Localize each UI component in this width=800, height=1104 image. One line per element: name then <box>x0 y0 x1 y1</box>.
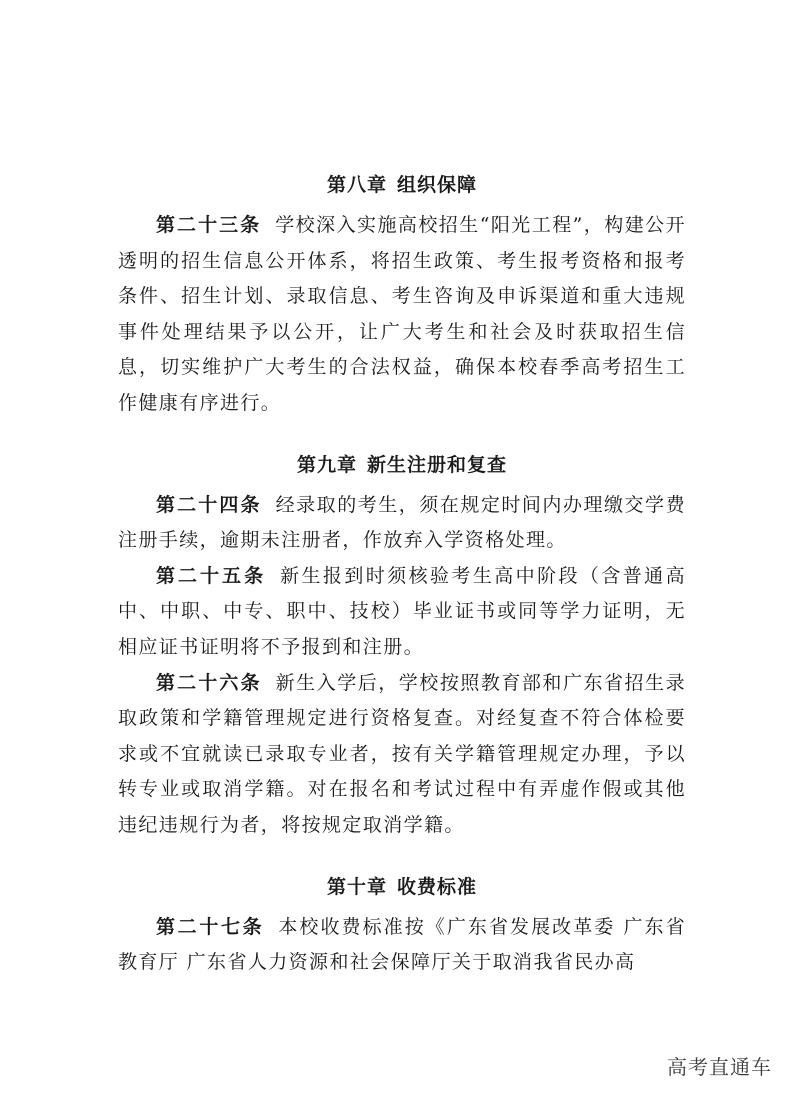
article-label: 第二十三条 <box>156 214 262 236</box>
article-text: 新生报到时须核验考生高中阶段（含普通高中、中职、中专、职中、技校）毕业证书或同等学力证明，无相应证书证明将不予报到和注册。 <box>118 564 686 658</box>
chapter-number: 第九章 <box>296 453 357 476</box>
chapter-name: 组织保障 <box>397 174 478 196</box>
article-paragraph <box>118 488 686 559</box>
document-page <box>118 172 686 1011</box>
article-text: 学校深入实施高校招生“阳光工程”，构建公开透明的招生信息公开体系，将招生政策、考生报考资格和报考条件、招生计划、录取信息、考生咨询及申诉渠道和重大违规事件处理结果予以公开，让广大考生和社会及时获取招生信息，切实维护广大考生的合法权益，确保本校春季高考招生工作健康有序进行。 <box>118 214 686 414</box>
article-paragraph <box>118 666 686 844</box>
article-text: 经录取的考生，须在规定时间内办理缴交学费注册手续，逾期未注册者，作放弃入学资格处理。 <box>118 493 686 552</box>
article-text: 本校收费标准按《广东省发展改革委 广东省教育厅 广东省人力资源和社会保障厅关于取消我省民办高 <box>118 915 686 974</box>
article-label: 第二十七条 <box>156 915 265 938</box>
article-label: 第二十四条 <box>156 493 262 516</box>
chapter-9 <box>118 452 686 844</box>
chapter-title <box>118 452 686 478</box>
chapter-name: 收费标准 <box>397 875 478 898</box>
chapter-number: 第八章 <box>326 174 387 196</box>
watermark-text: 高考直通车 <box>667 1055 772 1079</box>
chapter-title <box>118 874 686 900</box>
chapter-title <box>118 172 686 198</box>
article-text: 新生入学后，学校按照教育部和广东省招生录取政策和学籍管理规定进行资格复查。对经复查不符合体检要求或不宜就读已录取专业者，按有关学籍管理规定办理，予以转专业或取消学籍。对在报名和考试过程中有弄虚作假或其他违纪违规行为者，将按规定取消学籍。 <box>118 671 686 836</box>
chapter-8 <box>118 172 686 422</box>
article-label: 第二十六条 <box>156 671 262 694</box>
chapter-10 <box>118 874 686 981</box>
article-paragraph <box>118 208 686 422</box>
chapter-name: 新生注册和复查 <box>367 453 508 476</box>
article-paragraph <box>118 559 686 666</box>
chapter-number: 第十章 <box>326 875 387 898</box>
article-paragraph <box>118 910 686 981</box>
article-label: 第二十五条 <box>156 564 267 587</box>
